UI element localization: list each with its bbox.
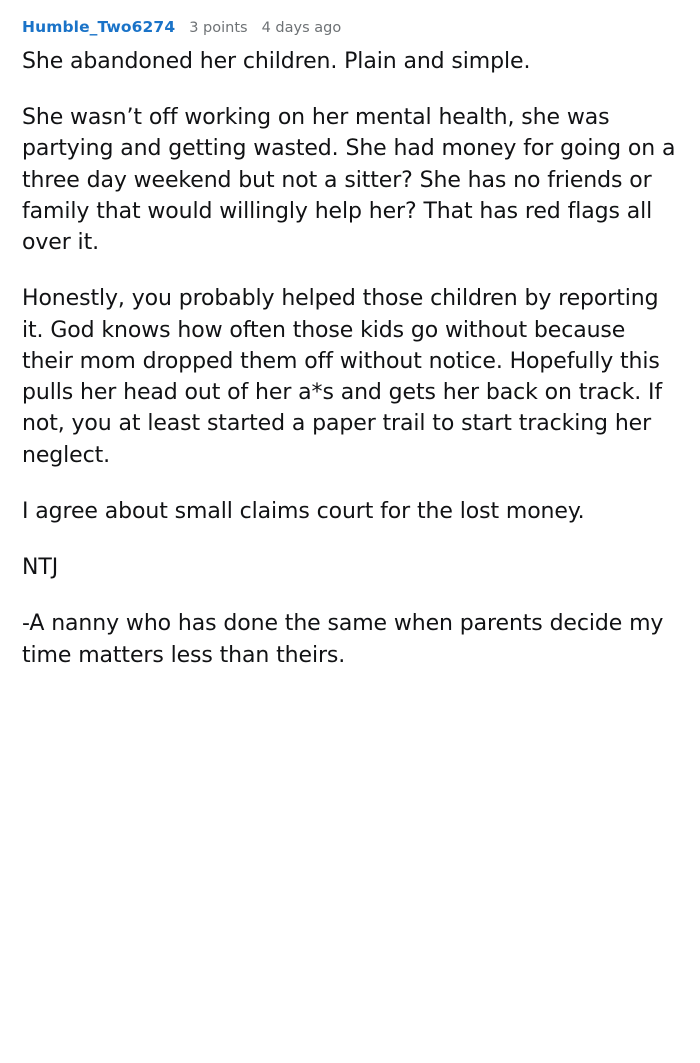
comment-paragraph: -A nanny who has done the same when parents decide my time matters less than theirs. (22, 611, 664, 668)
comment-score: 3 points (189, 20, 248, 36)
comment-timestamp: 4 days ago (261, 20, 342, 36)
comment-paragraph: I agree about small claims court for the lost money. (22, 498, 585, 524)
comment-paragraph: She abandoned her children. Plain and simple. (22, 49, 531, 74)
comment-paragraph: Honestly, you probably helped those children by reporting it. God knows how often those kids go without because their mom dropped them off without notice. Hopefully this pulls her head out of her a*s and gets her back on track. If not, you at least started a paper trail to start tracking her neglect. (22, 286, 663, 468)
comment-meta (22, 18, 678, 36)
comment-body (22, 46, 678, 671)
comment-author[interactable]: Humble_Two6274 (22, 18, 176, 36)
comment-paragraph: NTJ (22, 555, 59, 581)
comment-paragraph: She wasn’t off working on her mental health, she was partying and getting wasted. She had money for going on a three day weekend but not a sitter? She has no friends or family that would willingly help her? That has red flags all over it. (22, 105, 676, 256)
